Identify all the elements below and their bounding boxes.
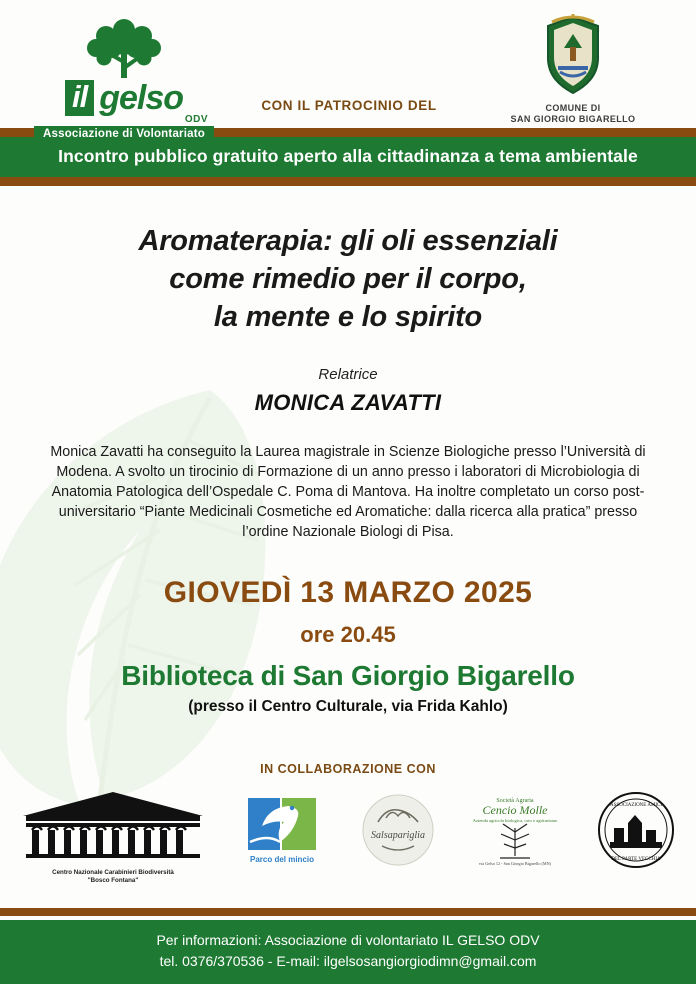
parco-del-mincio-bird-icon [242, 792, 326, 868]
comune-line1: COMUNE DI [545, 103, 601, 113]
event-place: Biblioteca di San Giorgio Bigarello [121, 660, 575, 691]
svg-text:DEL PARTE VECCHIA: DEL PARTE VECCHIA [611, 857, 661, 862]
cencio-molle-farm-icon [470, 792, 560, 868]
logo-odv-text: ODV [184, 114, 208, 125]
partner-caption-salsapariglia [360, 875, 436, 883]
svg-text:ASSOCIAZIONE AMICI: ASSOCIAZIONE AMICI [609, 803, 663, 808]
svg-text:Cencio Molle: Cencio Molle [482, 803, 548, 817]
banner-rule-bottom [0, 177, 696, 186]
speaker-bio: Monica Zavatti ha conseguito la Laurea magistrale in Scienze Biologiche presso l’Università di Modena. A svolto un tirocinio di Formazione di un anno presso i laboratori di Microbiologia di Anatomia Patologica dell’Ospedale C. Poma di Mantova. Ha inoltre completato un corso post-universitario “Piante Medicinali Cosmetiche ed Aromatiche: dalla ricerca alla pratica” presso l’ordine Nazionale Biologi di Pisa. [50, 444, 646, 540]
partner-caption-cencio [470, 875, 560, 883]
partner-caption-carabinieri [18, 869, 208, 885]
partner-caption-line2: "Bosco Fontana" [87, 877, 139, 884]
carabinieri-biodiversity-building-icon [18, 790, 208, 862]
logo-subtitle: Associazione di Volontariato [34, 126, 214, 143]
partner-logo-amici-parte-vecchia [594, 790, 678, 885]
partner-logos [18, 790, 678, 885]
event-time: ore 20.45 [300, 622, 396, 647]
partner-logo-carabinieri [18, 790, 208, 885]
partner-logo-cencio-molle [470, 792, 560, 883]
poster-title [40, 222, 656, 336]
partner-caption-amici [594, 877, 678, 885]
title-line-2: come rimedio per il corpo, [169, 263, 527, 295]
event-date: GIOVEDÌ 13 MARZO 2025 [163, 576, 533, 609]
partner-caption-parco [242, 875, 326, 883]
speaker-name: MONICA ZAVATTI [254, 390, 442, 415]
footer-line-2: tel. 0376/370536 - E-mail: ilgelsosangiorgiodimn@gmail.com [159, 953, 537, 969]
comune-caption [484, 103, 662, 125]
svg-text:Salsapariglia: Salsapariglia [371, 830, 425, 841]
svg-text:via Gelso 12 - San Giorgio Big: via Gelso 12 - San Giorgio Bigarello (MN) [478, 861, 552, 866]
event-address: (presso il Centro Culturale, via Frida Kahlo) [188, 698, 508, 715]
footer-line-1: Per informazioni: Associazione di volontariato IL GELSO ODV [156, 932, 540, 948]
amici-del-parte-vecchia-seal-icon [594, 790, 678, 870]
municipal-crest-icon [542, 14, 604, 96]
logo-il-gelso [34, 12, 214, 143]
footer-rule [0, 908, 696, 916]
collaboration-label: IN COLLABORAZIONE CON [260, 762, 436, 776]
logo-il-text: il [65, 80, 94, 116]
svg-text:Azienda agricola biologica, or: Azienda agricola biologica, orto e agriturismo [472, 818, 558, 823]
logo-gelso-text: gelso [99, 79, 184, 117]
svg-text:Società Agraria: Società Agraria [496, 798, 534, 804]
title-line-3: la mente e lo spirito [213, 301, 483, 333]
partner-caption-line1: Centro Nazionale Carabinieri Biodiversità [52, 869, 174, 876]
banner-text: Incontro pubblico gratuito aperto alla cittadinanza a tema ambientale [0, 137, 696, 177]
speaker-label: Relatrice [318, 366, 378, 383]
poster-footer [0, 920, 696, 984]
poster-header [0, 0, 696, 140]
logo-wordmark [34, 80, 214, 116]
partner-logo-salsapariglia [360, 792, 436, 883]
partner-logo-parco-mincio [242, 792, 326, 883]
title-line-1: Aromaterapia: gli oli essenziali [138, 225, 558, 257]
logo-comune [484, 12, 662, 125]
svg-text:Parco del mincio: Parco del mincio [249, 855, 315, 864]
patrocinio-label: CON IL PATROCINIO DEL [261, 98, 437, 113]
salsapariglia-circle-icon [360, 792, 436, 868]
mulberry-tree-icon [78, 16, 170, 78]
comune-line2: SAN GIORGIO BIGARELLO [510, 114, 636, 124]
